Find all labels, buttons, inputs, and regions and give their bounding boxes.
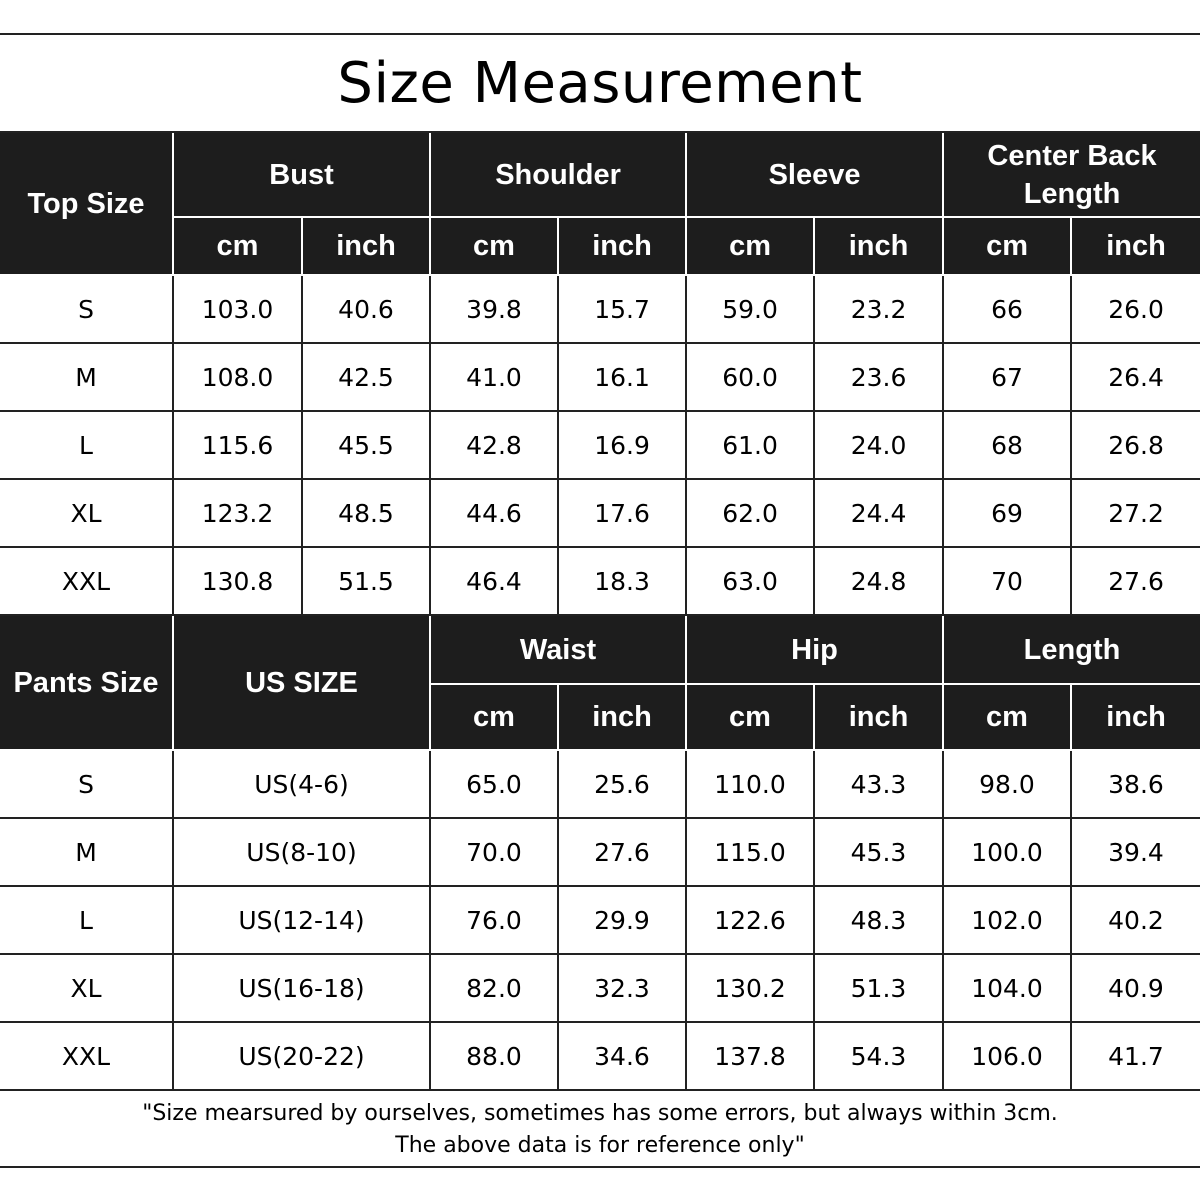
measurement-cell: 51.3: [814, 954, 943, 1022]
measurement-cell: 25.6: [558, 750, 686, 818]
size-cell: L: [0, 886, 173, 954]
measurement-cell: 67: [943, 343, 1071, 411]
measurement-cell: 26.8: [1071, 411, 1200, 479]
measurement-cell: 122.6: [686, 886, 814, 954]
measurement-cell: 16.9: [558, 411, 686, 479]
us-size-cell: US(20-22): [173, 1022, 430, 1090]
measurement-cell: 26.4: [1071, 343, 1200, 411]
measurement-cell: 39.8: [430, 275, 558, 343]
table-row: [0, 886, 1200, 954]
measurement-cell: 98.0: [943, 750, 1071, 818]
unit-inch-header: inch: [558, 217, 686, 275]
unit-cm-header: cm: [686, 684, 814, 750]
measurement-cell: 18.3: [558, 547, 686, 615]
table-row: [0, 275, 1200, 343]
us-size-cell: US(8-10): [173, 818, 430, 886]
hip-header: Hip: [686, 616, 943, 684]
measurement-cell: 82.0: [430, 954, 558, 1022]
measurement-cell: 69: [943, 479, 1071, 547]
table-row: [0, 411, 1200, 479]
measurement-cell: 27.2: [1071, 479, 1200, 547]
measurement-cell: 48.5: [302, 479, 430, 547]
us-size-cell: US(12-14): [173, 886, 430, 954]
measurement-cell: 100.0: [943, 818, 1071, 886]
table-row: [0, 1022, 1200, 1090]
measurement-cell: 16.1: [558, 343, 686, 411]
measurement-cell: 70.0: [430, 818, 558, 886]
size-cell: M: [0, 818, 173, 886]
measurement-cell: 23.6: [814, 343, 943, 411]
measurement-cell: 130.8: [173, 547, 302, 615]
unit-inch-header: inch: [814, 684, 943, 750]
measurement-cell: 43.3: [814, 750, 943, 818]
top-size-table: [0, 133, 1200, 616]
measurement-cell: 41.0: [430, 343, 558, 411]
table-row: [0, 547, 1200, 615]
measurement-cell: 60.0: [686, 343, 814, 411]
center-back-length-header: Center Back Length: [943, 133, 1200, 217]
size-cell: S: [0, 275, 173, 343]
measurement-cell: 45.5: [302, 411, 430, 479]
size-cell: XL: [0, 479, 173, 547]
pants-size-header: Pants Size: [0, 616, 173, 750]
measurement-cell: 106.0: [943, 1022, 1071, 1090]
measurement-cell: 54.3: [814, 1022, 943, 1090]
unit-inch-header: inch: [814, 217, 943, 275]
size-cell: XXL: [0, 547, 173, 615]
measurement-cell: 104.0: [943, 954, 1071, 1022]
measurement-cell: 29.9: [558, 886, 686, 954]
measurement-cell: 110.0: [686, 750, 814, 818]
measurement-cell: 68: [943, 411, 1071, 479]
measurement-cell: 88.0: [430, 1022, 558, 1090]
measurement-cell: 61.0: [686, 411, 814, 479]
size-chart: [0, 33, 1200, 1168]
measurement-cell: 15.7: [558, 275, 686, 343]
measurement-cell: 44.6: [430, 479, 558, 547]
measurement-cell: 102.0: [943, 886, 1071, 954]
length-header: Length: [943, 616, 1200, 684]
size-cell: L: [0, 411, 173, 479]
measurement-cell: 23.2: [814, 275, 943, 343]
unit-inch-header: inch: [1071, 684, 1200, 750]
measurement-cell: 45.3: [814, 818, 943, 886]
measurement-cell: 63.0: [686, 547, 814, 615]
unit-inch-header: inch: [1071, 217, 1200, 275]
measurement-cell: 42.5: [302, 343, 430, 411]
measurement-cell: 27.6: [1071, 547, 1200, 615]
measurement-cell: 26.0: [1071, 275, 1200, 343]
table-row: [0, 954, 1200, 1022]
measurement-cell: 32.3: [558, 954, 686, 1022]
measurement-cell: 48.3: [814, 886, 943, 954]
measurement-cell: 130.2: [686, 954, 814, 1022]
measurement-cell: 38.6: [1071, 750, 1200, 818]
top-size-header: Top Size: [0, 133, 173, 275]
size-cell: M: [0, 343, 173, 411]
bust-header: Bust: [173, 133, 430, 217]
measurement-cell: 34.6: [558, 1022, 686, 1090]
unit-cm-header: cm: [430, 684, 558, 750]
waist-header: Waist: [430, 616, 686, 684]
measurement-cell: 41.7: [1071, 1022, 1200, 1090]
table-row: [0, 479, 1200, 547]
measurement-cell: 123.2: [173, 479, 302, 547]
measurement-cell: 137.8: [686, 1022, 814, 1090]
measurement-cell: 42.8: [430, 411, 558, 479]
unit-inch-header: inch: [302, 217, 430, 275]
measurement-cell: 24.8: [814, 547, 943, 615]
chart-title: Size Measurement: [0, 35, 1200, 133]
disclaimer-note: [0, 1091, 1200, 1168]
measurement-cell: 65.0: [430, 750, 558, 818]
shoulder-header: Shoulder: [430, 133, 686, 217]
measurement-cell: 51.5: [302, 547, 430, 615]
table-row: [0, 750, 1200, 818]
note-line-2: The above data is for reference only": [395, 1132, 805, 1158]
unit-cm-header: cm: [943, 684, 1071, 750]
measurement-cell: 46.4: [430, 547, 558, 615]
unit-inch-header: inch: [558, 684, 686, 750]
measurement-cell: 27.6: [558, 818, 686, 886]
measurement-cell: 70: [943, 547, 1071, 615]
note-line-1: "Size mearsured by ourselves, sometimes has some errors, but always within 3cm.: [142, 1100, 1058, 1126]
us-size-cell: US(16-18): [173, 954, 430, 1022]
us-size-header: US SIZE: [173, 616, 430, 750]
unit-cm-header: cm: [173, 217, 302, 275]
measurement-cell: 115.0: [686, 818, 814, 886]
table-row: [0, 343, 1200, 411]
measurement-cell: 108.0: [173, 343, 302, 411]
measurement-cell: 66: [943, 275, 1071, 343]
measurement-cell: 39.4: [1071, 818, 1200, 886]
measurement-cell: 24.4: [814, 479, 943, 547]
sleeve-header: Sleeve: [686, 133, 943, 217]
measurement-cell: 40.2: [1071, 886, 1200, 954]
measurement-cell: 59.0: [686, 275, 814, 343]
pants-size-table: [0, 616, 1200, 1091]
table-row: [0, 818, 1200, 886]
unit-cm-header: cm: [943, 217, 1071, 275]
measurement-cell: 40.6: [302, 275, 430, 343]
measurement-cell: 40.9: [1071, 954, 1200, 1022]
measurement-cell: 24.0: [814, 411, 943, 479]
measurement-cell: 115.6: [173, 411, 302, 479]
us-size-cell: US(4-6): [173, 750, 430, 818]
measurement-cell: 17.6: [558, 479, 686, 547]
measurement-cell: 62.0: [686, 479, 814, 547]
measurement-cell: 103.0: [173, 275, 302, 343]
size-cell: S: [0, 750, 173, 818]
size-cell: XXL: [0, 1022, 173, 1090]
size-cell: XL: [0, 954, 173, 1022]
measurement-cell: 76.0: [430, 886, 558, 954]
unit-cm-header: cm: [686, 217, 814, 275]
unit-cm-header: cm: [430, 217, 558, 275]
